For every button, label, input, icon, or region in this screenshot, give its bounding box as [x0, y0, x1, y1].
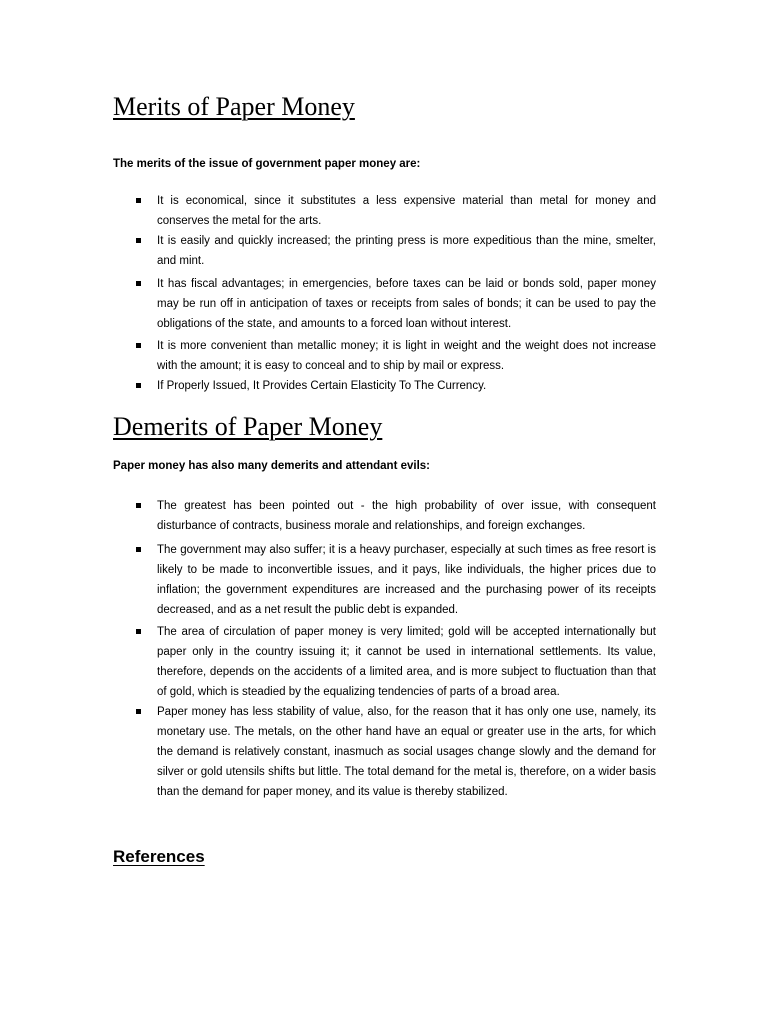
bullet-icon — [136, 503, 141, 508]
bullet-icon — [136, 343, 141, 348]
demerits-intro: Paper money has also many demerits and attendant evils: — [113, 460, 430, 472]
merits-intro: The merits of the issue of government paper money are: — [113, 158, 421, 170]
demerits-heading: Demerits of Paper Money — [113, 412, 383, 441]
list-item: It is easily and quickly increased; the printing press is more expeditious than the mine, smelter, and mint. — [113, 231, 656, 271]
list-item: Paper money has less stability of value, also, for the reason that it has only one use, namely, its monetary use. The metals, on the other hand have an equal or greater use in the arts, for which the demand is relatively constant, inasmuch as social usages change slowly and the demand for silver or gold utensils shifts but little. The total demand for the metal is, therefore, on a wider basis than the demand for paper money, and its value is thereby stabilized. — [113, 702, 656, 802]
list-item: It is more convenient than metallic money; it is light in weight and the weight does not increase with the amount; it is easy to conceal and to ship by mail or express. — [113, 336, 656, 376]
references-heading: References — [113, 847, 205, 866]
demerits-list — [113, 496, 656, 802]
list-item: It has fiscal advantages; in emergencies, before taxes can be laid or bonds sold, paper money may be run off in anticipation of taxes or receipts from sales of bonds; it can be used to pay the obligations of the state, and amounts to a forced loan without interest. — [113, 274, 656, 334]
merits-list — [113, 191, 656, 396]
list-item: It is economical, since it substitutes a less expensive material than metal for money and conserves the metal for the arts. — [113, 191, 656, 231]
list-item: The greatest has been pointed out - the high probability of over issue, with consequent disturbance of contracts, business morale and relationships, and foreign exchanges. — [113, 496, 656, 536]
bullet-icon — [136, 198, 141, 203]
list-item: The government may also suffer; it is a heavy purchaser, especially at such times as free resort is likely to be made to inconvertible issues, and it pays, like individuals, the higher prices due to inflation; the government expenditures are increased and the purchasing power of its receipts decreased, and as a net result the public debt is expanded. — [113, 540, 656, 620]
bullet-icon — [136, 281, 141, 286]
bullet-icon — [136, 629, 141, 634]
list-item: The area of circulation of paper money is very limited; gold will be accepted internationally but paper only in the country issuing it; it cannot be used in international settlements. Its value, therefore, depends on the accidents of a limited area, and is more subject to fluctuation than that of gold, which is steadied by the equalizing tendencies of parts of a broad area. — [113, 622, 656, 702]
bullet-icon — [136, 238, 141, 243]
bullet-icon — [136, 383, 141, 388]
bullet-icon — [136, 709, 141, 714]
merits-heading: Merits of Paper Money — [113, 92, 355, 121]
bullet-icon — [136, 547, 141, 552]
list-item: If Properly Issued, It Provides Certain Elasticity To The Currency. — [113, 376, 656, 396]
